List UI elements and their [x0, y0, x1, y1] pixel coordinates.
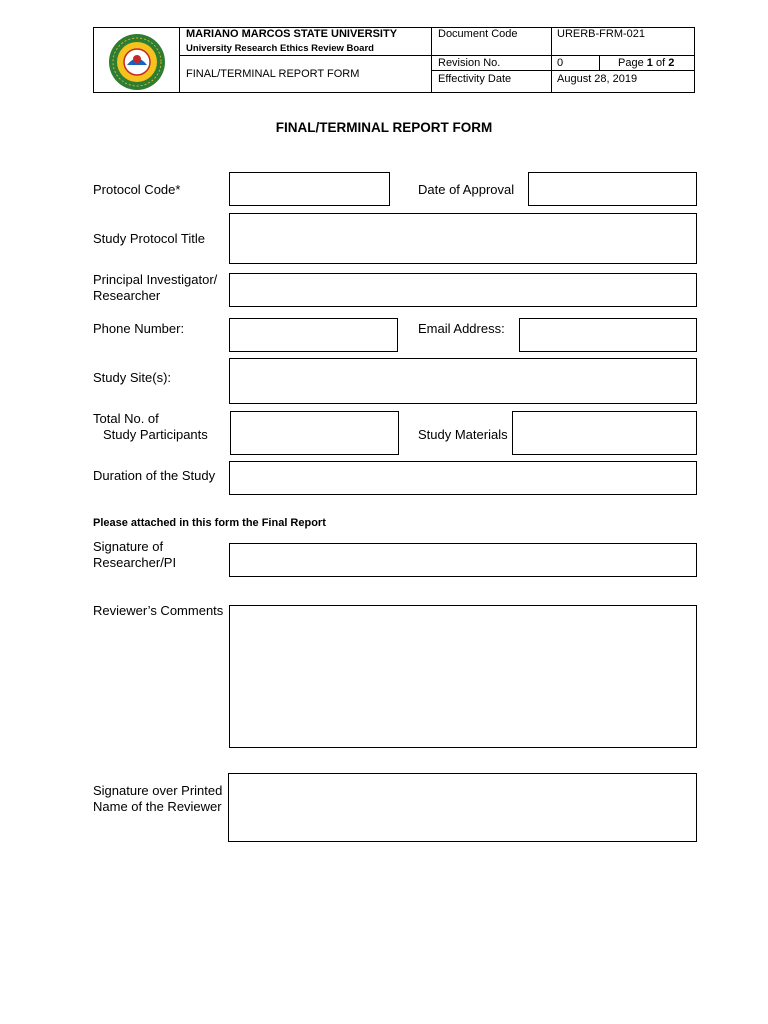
form-title: FINAL/TERMINAL REPORT FORM — [275, 120, 493, 135]
participants-label-line2: Study Participants — [103, 427, 208, 442]
study-protocol-title-label: Study Protocol Title — [93, 231, 205, 246]
revision-label: Revision No. — [438, 57, 501, 69]
email-address-label: Email Address: — [418, 321, 505, 336]
header-divider — [179, 55, 695, 56]
university-name: MARIANO MARCOS STATE UNIVERSITY — [186, 28, 398, 40]
phone-number-field[interactable] — [229, 318, 398, 352]
revision-value: 0 — [557, 57, 564, 69]
header-divider — [431, 27, 432, 93]
reviewer-signature-field[interactable] — [228, 773, 697, 842]
effectivity-label: Effectivity Date — [438, 73, 512, 85]
pi-label-line1: Principal Investigator/ — [93, 272, 218, 287]
page-total: 2 — [668, 57, 675, 69]
participants-label-line1: Total No. of — [93, 411, 159, 426]
protocol-code-label: Protocol Code* — [93, 182, 181, 197]
sig-researcher-line2: Researcher/PI — [93, 555, 177, 570]
phone-number-label: Phone Number: — [93, 321, 185, 336]
doc-code-label: Document Code — [438, 28, 518, 40]
header-divider — [179, 27, 180, 93]
study-sites-field[interactable] — [229, 358, 697, 404]
protocol-code-field[interactable] — [229, 172, 390, 206]
date-of-approval-field[interactable] — [528, 172, 697, 206]
reviewers-comments-label: Reviewer’s Comments — [93, 603, 224, 618]
reviewers-comments-field[interactable] — [229, 605, 697, 748]
date-of-approval-label: Date of Approval — [418, 182, 515, 197]
sig-reviewer-line1: Signature over Printed — [93, 783, 223, 798]
researcher-signature-label — [93, 539, 176, 571]
sig-reviewer-line2: Name of the Reviewer — [93, 799, 222, 814]
page-word: Page — [618, 57, 644, 69]
page-of: of — [655, 57, 666, 69]
sig-researcher-line1: Signature of — [93, 539, 164, 554]
study-protocol-title-field[interactable] — [229, 213, 697, 264]
page-current: 1 — [646, 57, 653, 69]
researcher-signature-field[interactable] — [229, 543, 697, 577]
principal-investigator-label — [93, 272, 217, 304]
pi-label-line2: Researcher — [93, 288, 161, 303]
principal-investigator-field[interactable] — [229, 273, 697, 307]
header-form-name: FINAL/TERMINAL REPORT FORM — [186, 68, 360, 80]
university-seal-logo — [105, 32, 169, 92]
total-participants-label — [93, 411, 208, 443]
study-materials-label: Study Materials — [418, 427, 508, 442]
duration-field[interactable] — [229, 461, 697, 495]
attach-report-note: Please attached in this form the Final Report — [93, 517, 326, 529]
duration-label: Duration of the Study — [93, 468, 216, 483]
email-address-field[interactable] — [519, 318, 697, 352]
page-number — [618, 57, 674, 70]
header-divider — [551, 27, 552, 93]
effectivity-value: August 28, 2019 — [557, 73, 638, 85]
header-divider — [599, 55, 600, 70]
total-participants-field[interactable] — [230, 411, 399, 455]
doc-code-value: URERB-FRM-021 — [557, 28, 646, 40]
study-sites-label: Study Site(s): — [93, 370, 172, 385]
board-name: University Research Ethics Review Board — [186, 43, 374, 54]
reviewer-signature-label — [93, 783, 222, 815]
study-materials-field[interactable] — [512, 411, 697, 455]
header-divider — [431, 70, 695, 71]
